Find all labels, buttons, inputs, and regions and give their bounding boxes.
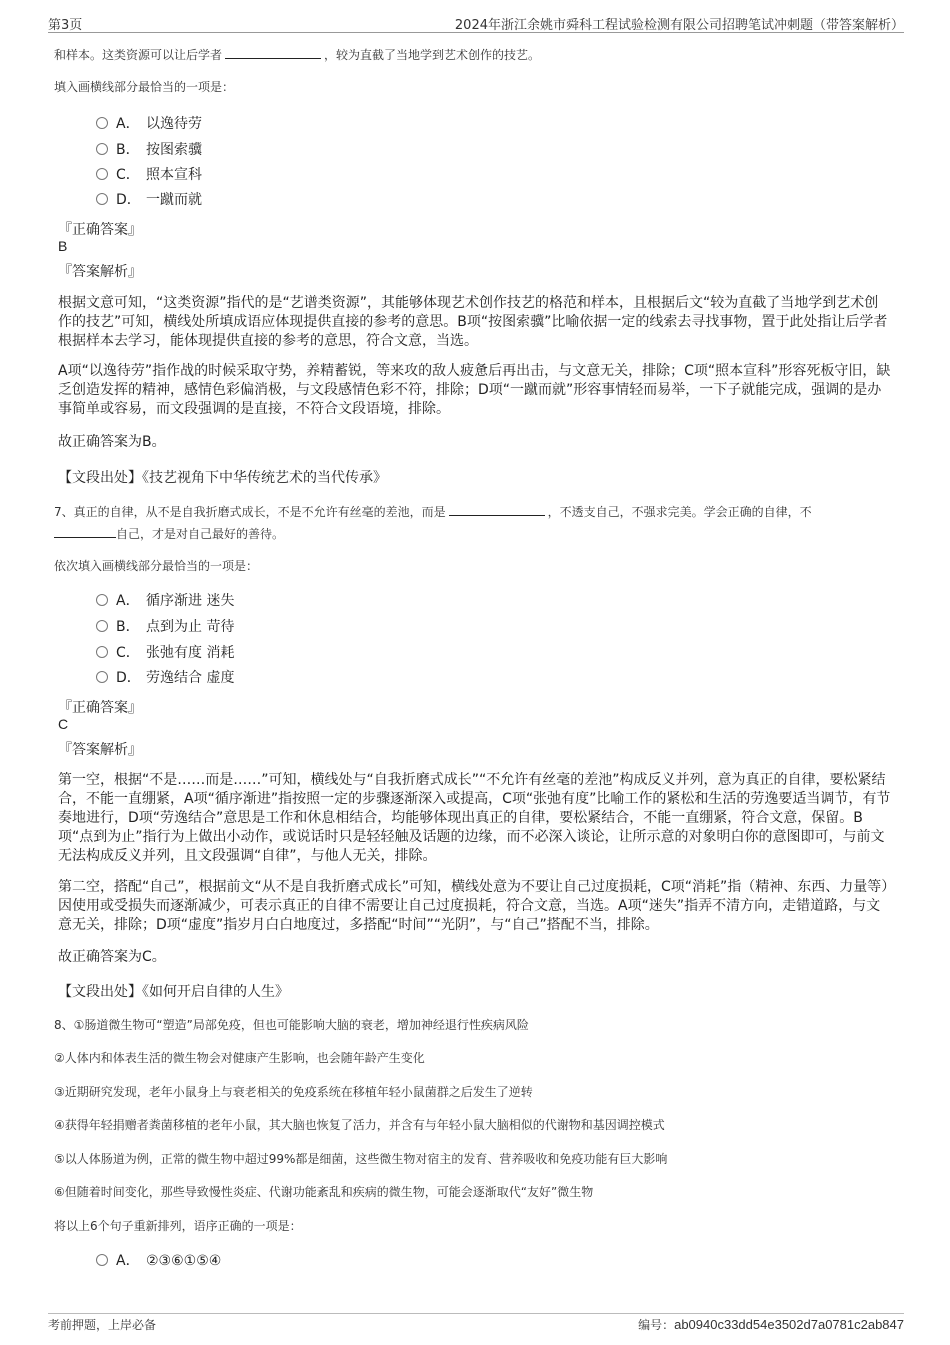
q6-source: 【文段出处】《技艺视角下中华传统艺术的当代传承》 (58, 470, 387, 486)
page-header (48, 12, 904, 33)
q7-source: 【文段出处】《如何开启自律的人生》 (58, 984, 289, 1000)
radio-icon[interactable] (96, 168, 108, 180)
page-footer (48, 1313, 904, 1334)
q7-prompt: 依次填入画横线部分最恰当的一项是： (54, 559, 259, 573)
document-title: 2024年浙江余姚市舜科工程试验检测有限公司招聘笔试冲刺题（带答案解析） (454, 18, 904, 33)
q6-conclusion: 故正确答案为B。 (58, 434, 166, 450)
q8-option-a[interactable]: A． ②③⑥①⑤④ (96, 1251, 221, 1271)
q6-option-a[interactable]: A． 以逸待劳 (96, 114, 202, 134)
fill-blank (54, 525, 116, 538)
q6-analysis-paragraph-2: A项“以逸待劳”指作战的时候采取守势，养精蓄锐，等来攻的敌人疲惫后再出击，与文意无关，排除；C项“照本宣科”形容死板守旧，缺乏创造发挥的精神，感情色彩偏消极，与文段感情色彩不符，排除；D项“一蹴而就”形容事情轻而易举，一下子就能完成，强调的是办事简单或容易，而文段强调的是直接，不符合文段语境，排除。 (58, 363, 891, 417)
q8-sentence-5: ⑤以人体肠道为例，正常的微生物中超过99%都是细菌，这些微生物对宿主的发育、营养吸收和免疫功能有巨大影响 (54, 1152, 668, 1166)
fill-blank (225, 46, 321, 59)
radio-icon[interactable] (96, 117, 108, 129)
q6-option-c[interactable]: C． 照本宣科 (96, 165, 202, 185)
q8-sentence-1: 8、①肠道微生物可“塑造”局部免疫，但也可能影响大脑的衰老，增加神经退行性疾病风险 (54, 1018, 529, 1032)
radio-icon[interactable] (96, 646, 108, 658)
q6-option-d[interactable]: D． 一蹴而就 (96, 190, 202, 210)
q7-answer-label: 『正确答案』 (58, 700, 142, 716)
q6-option-b[interactable]: B． 按图索骥 (96, 140, 202, 160)
radio-icon[interactable] (96, 193, 108, 205)
page-number: 第3页 (48, 18, 83, 33)
radio-icon[interactable] (96, 143, 108, 155)
radio-icon[interactable] (96, 1254, 108, 1266)
q6-prompt: 填入画横线部分最恰当的一项是： (54, 80, 235, 94)
q7-stem: 7、真正的自律，从不是自我折磨式成长，不是不允许有丝毫的差池，而是 ，不透支自己，不强求完美。学会正确的自律，不 自己，才是对自己最好的善待。 (54, 505, 812, 541)
q7-analysis-label: 『答案解析』 (58, 742, 142, 758)
document-code: 编号：ab0940c33dd54e3502d7a0781c2ab847 (638, 1317, 904, 1332)
q6-analysis-label: 『答案解析』 (58, 264, 142, 280)
q8-sentence-2: ②人体内和体表生活的微生物会对健康产生影响，也会随年龄产生变化 (54, 1051, 425, 1065)
q7-option-c[interactable]: C． 张弛有度 消耗 (96, 643, 234, 663)
q8-sentence-6: ⑥但随着时间变化，那些导致慢性炎症、代谢功能紊乱和疾病的微生物，可能会逐渐取代“友好”微生物 (54, 1185, 594, 1199)
q7-conclusion: 故正确答案为C。 (58, 949, 166, 965)
q8-sentence-4: ④获得年轻捐赠者粪菌移植的老年小鼠，其大脑也恢复了活力，并含有与年轻小鼠大脑相似的代谢物和基因调控模式 (54, 1118, 665, 1132)
q7-option-b[interactable]: B． 点到为止 苛待 (96, 617, 234, 637)
q7-option-d[interactable]: D． 劳逸结合 虚度 (96, 668, 234, 688)
q7-analysis-paragraph-2: 第二空，搭配“自己”，根据前文“从不是自我折磨式成长”可知，横线处意为不要让自己过度损耗，C项“消耗”指（精神、东西、力量等）因使用或受损失而逐渐减少，可表示真正的自律不需要让自己过度损耗，符合文意，当选。A项“迷失”指弄不清方向，走错道路，与文意无关，排除；D项“虚度”指岁月白白地度过，多搭配“时间”“光阴”，与“自己”搭配不当，排除。 (58, 879, 889, 933)
q6-analysis-paragraph-1: 根据文意可知，“这类资源”指代的是“艺谱类资源”，其能够体现艺术创作技艺的格范和样本，且根据后文“较为直截了当地学到艺术创作的技艺”可知，横线处所填成语应体现提供直接的参考的意思。B项“按图索骥”比喻依据一定的线索去寻找事物，置于此处指让后学者根据样本去学习，能体现提供直接的参考的意思，符合文意，当选。 (58, 295, 888, 349)
q7-answer: C (58, 716, 69, 732)
q6-answer: B (58, 238, 68, 254)
radio-icon[interactable] (96, 620, 108, 632)
footer-slogan: 考前押题，上岸必备 (48, 1318, 157, 1332)
radio-icon[interactable] (96, 594, 108, 606)
q7-analysis-paragraph-1: 第一空，根据“不是……而是……”可知，横线处与“自我折磨式成长”“不允许有丝毫的差池”构成反义并列，意为真正的自律，要松紧结合，不能一直绷紧，A项“循序渐进”指按照一定的步骤逐渐深入或提高，C项“张弛有度”比喻工作的紧松和生活的劳逸要适当调节，有节奏地进行，D项“劳逸结合”意思是工作和休息相结合，均能够体现出真正的自律，要松紧结合，不能一直绷紧，符合文意，保留。B项“点到为止”指行为上做出小动作，或说话时只是轻轻触及话题的边缘，而不必深入谈论，让所示意的对象明白你的意图即可，与前文无法构成反义并列，且文段强调“自律”，与他人无关，排除。 (58, 772, 891, 864)
radio-icon[interactable] (96, 671, 108, 683)
q7-option-a[interactable]: A． 循序渐进 迷失 (96, 591, 234, 611)
q8-sentence-3: ③近期研究发现，老年小鼠身上与衰老相关的免疫系统在移植年轻小鼠菌群之后发生了逆转 (54, 1085, 533, 1099)
q6-answer-label: 『正确答案』 (58, 222, 142, 238)
fill-blank (449, 503, 545, 516)
q6-stem-continuation: 和样本。这类资源可以让后学者 ，较为直截了当地学到艺术创作的技艺。 (54, 48, 541, 62)
q8-prompt: 将以上6个句子重新排列，语序正确的一项是： (54, 1219, 302, 1233)
